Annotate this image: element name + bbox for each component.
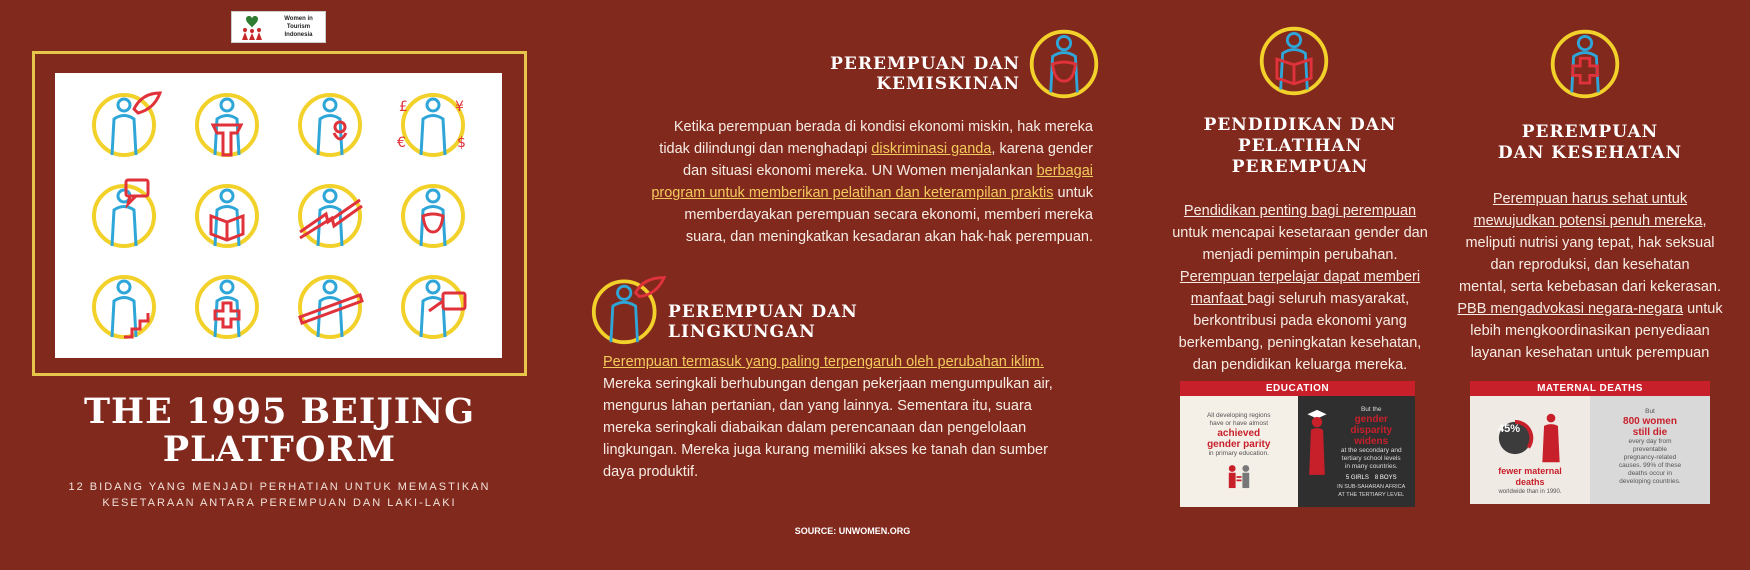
poverty-title: PEREMPUAN DAN KEMISKINAN [830,54,1020,94]
link-terpelajar-2[interactable]: manfaat [1190,291,1248,307]
icon-grid-cell [176,261,279,352]
education-card-head: EDUCATION [1180,381,1415,396]
graduate-icon [1304,402,1330,482]
main-subtitle: 12 BIDANG YANG MENJADI PERHATIAN UNTUK MEMASTIKAN KESETARAAN ANTARA PEREMPUAN DAN LAKI-LAKI [68,481,491,509]
maternal-card-head: MATERNAL DEATHS [1470,381,1710,396]
maternal-card-left: 45% fewer maternal deaths worldwide than in 1990. [1470,396,1590,504]
icon-grid-cell [73,79,176,170]
maternal-pct: 45% [1498,423,1521,435]
education-card-right: But the gender disparity widens at the secondary and tertiary school levels in many countries. 5 GIRLS 8 BOYS IN SUB-SAHARAN AFRICA AT THE TERTIARY LEVEL [1298,396,1416,507]
education-body: Pendidikan penting bagi perempuan untuk mencapai kesetaraan gender dan menjadi pemimpin perubahan. Perempuan terpelajar dapat memberi manfaat bagi seluruh masyarakat, berkontribusi pada ekonomi yang berkembang, peningkatan kesehatan, dan pendidikan keluarga mereka. [1172,203,1428,373]
health-body: Perempuan harus sehat untuk mewujudkan potensi penuh mereka, meliputi nutrisi yang tepat, hak seksual dan reproduksi, dan kesehatan mental, serta kebebasan dari kekerasan. PBB mengadvokasi negara-negara untuk lebih mengkoordinasikan penyediaan layanan kesehatan untuk perempuan [1457,191,1723,361]
woman-cross-icon [1547,26,1623,107]
icon-grid-cell [73,261,176,352]
stat-boys: 8 BOYS [1374,475,1397,481]
stat-girls: 5 GIRLS [1345,475,1369,481]
education-card-left: All developing regions have or have almost achieved gender parity in primary education. [1180,396,1298,507]
link-program-1[interactable]: berbagai [1036,163,1093,179]
woman-stairs-icon [84,267,164,347]
health-title: PEREMPUAN DAN KESEHATAN [1497,122,1683,163]
icon-grid-cell [381,261,484,352]
link-perubahan-iklim[interactable]: Perempuan termasuk yang paling terpengaruh oleh perubahan iklim. [603,354,1044,370]
woman-gun-icon [290,267,370,347]
woman-leaf-icon [590,270,666,351]
education-infographic [1180,381,1415,507]
logo-text: Women in Tourism Indonesia [284,16,313,38]
maternal-card-right: But 800 women still die every day from preventable pregnancy-related causes. 99% of these deaths occur in developing countries. [1590,396,1710,504]
women-in-tourism-logo-icon [236,13,272,41]
woman-pot-icon [393,176,473,256]
environment-body: Perempuan termasuk yang paling terpengaruh oleh perubahan iklim. Mereka seringkali berhubungan dengan pekerjaan mengumpulkan air, mengurus lahan pertanian, dan yang lainnya. Sementara itu, suara mereka seringkali diabaikan dalam perencanaan dan pengelolaan lingkungan. Mereka juga kurang memiliki akses ke tanah dan sumber daya produktif. [603,354,1053,480]
woman-lightning-icon [290,176,370,256]
icon-grid-cell [381,79,484,170]
icon-grid-cell [73,170,176,261]
link-program-2[interactable]: program untuk memberikan pelatihan dan keterampilan praktis [651,185,1054,201]
svg-text:£: £ [398,98,408,115]
icon-grid-cell [279,170,382,261]
mother-icon [1538,410,1564,466]
icon-grid-frame [32,51,527,376]
education-title: PENDIDIKAN DAN PELATIHAN PEREMPUAN [1203,115,1397,177]
svg-text:$: $ [456,134,466,151]
woman-currency-icon [393,85,473,165]
main-title: THE 1995 BEIJING PLATFORM [83,391,476,470]
woman-baby-icon [290,85,370,165]
svg-text:€: € [396,134,406,151]
icon-grid-cell [279,261,382,352]
woman-book-icon [1256,23,1332,104]
woman-speech-icon [84,176,164,256]
icon-grid-cell [279,79,382,170]
woman-book-icon [187,176,267,256]
link-pbb[interactable]: PBB mengadvokasi negara-negara [1457,301,1684,317]
woman-cross-icon [187,267,267,347]
link-sehat-1[interactable]: Perempuan harus sehat untuk [1492,191,1688,207]
icon-grid-cell [176,79,279,170]
link-terpelajar-1[interactable]: Perempuan terpelajar dapat memberi [1179,269,1421,285]
woman-leaf-icon [84,85,164,165]
maternal-infographic [1470,381,1710,504]
link-pendidikan[interactable]: Pendidikan penting bagi perempuan [1183,203,1417,219]
icon-grid [55,73,502,358]
poverty-body: Ketika perempuan berada di kondisi ekonomi miskin, hak mereka tidak dilindungi dan menghadapi diskriminasi ganda, karena gender dan situasi ekonomi mereka. UN Women menjalankan berbagai program untuk memberikan pelatihan dan keterampilan praktis untuk memberdayakan perempuan secara ekonomi, memberi mereka suara, dan meningkatkan kesadaran akan hak-hak perempuan. [651,119,1093,245]
environment-title: PEREMPUAN DAN LINGKUNGAN [668,302,858,342]
woman-podium-icon [187,85,267,165]
link-sehat-2[interactable]: mewujudkan potensi penuh mereka [1473,213,1703,229]
link-diskriminasi[interactable]: diskriminasi ganda [871,141,992,157]
source-label: SOURCE: UNWOMEN.ORG [794,526,911,536]
woman-tv-icon [393,267,473,347]
boy-girl-icon [1222,464,1256,490]
icon-grid-cell [381,170,484,261]
svg-text:¥: ¥ [454,98,464,115]
icon-grid-cell [176,170,279,261]
logo [231,11,326,43]
woman-pot-icon [1026,26,1102,107]
